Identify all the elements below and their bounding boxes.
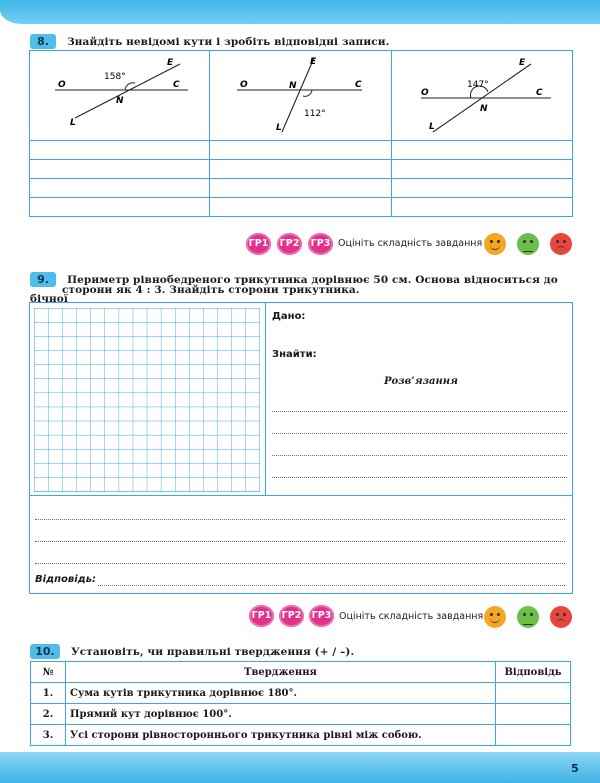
label-l: L <box>276 123 282 133</box>
rating-label: Оцініть складність завдання <box>338 238 483 249</box>
group-2-badge[interactable]: ГР2 <box>277 233 302 255</box>
label-o: O <box>421 88 429 98</box>
page-number: 5 <box>571 762 579 775</box>
easy-face-icon[interactable] <box>484 233 506 255</box>
answer-cell[interactable] <box>210 160 391 179</box>
answer-cell[interactable] <box>30 160 210 179</box>
task-number: 10. <box>30 644 60 659</box>
table-header-row <box>31 662 571 683</box>
angle-value: 147° <box>467 80 489 90</box>
label-c: C <box>173 80 180 90</box>
label-l: L <box>70 118 76 128</box>
row-statement: Сума кутів трикутника дорівнює 180°. <box>66 683 496 704</box>
answer-cell[interactable] <box>391 160 572 179</box>
task-text-line-2: сторони як 4 : 3. Знайдіть сторони трикутника. <box>62 284 360 296</box>
task-8-header <box>30 30 560 49</box>
angle-value: 158° <box>104 72 126 82</box>
answer-cell[interactable] <box>391 198 572 217</box>
task-10-header <box>30 640 575 659</box>
task-number: 8. <box>30 34 56 49</box>
label-n: N <box>480 104 488 114</box>
table-row <box>31 683 571 704</box>
angle-figure-3 <box>403 52 563 138</box>
label-o: O <box>58 80 66 90</box>
answer-cell[interactable] <box>210 179 391 198</box>
table-row <box>31 725 571 746</box>
label-n: N <box>116 96 124 106</box>
label-e: E <box>519 58 526 68</box>
hard-face-icon[interactable] <box>550 606 572 628</box>
answer-line[interactable] <box>98 585 565 586</box>
writing-line[interactable] <box>272 477 567 478</box>
find-label: Знайти: <box>272 349 317 360</box>
answer-cell[interactable] <box>391 179 572 198</box>
row-statement: Усі сторони рівностороннього трикутника рівні між собою. <box>66 725 496 746</box>
header-answer: Відповідь <box>496 662 571 683</box>
answer-label: Відповідь: <box>35 574 97 585</box>
row-num: 2. <box>31 704 66 725</box>
writing-line[interactable] <box>272 433 567 434</box>
label-c: C <box>355 80 362 90</box>
task-text: Знайдіть невідомі кути і зробіть відповідні записи. <box>67 36 390 48</box>
answer-cell[interactable] <box>30 179 210 198</box>
row-statement: Прямий кут дорівнює 100°. <box>66 704 496 725</box>
label-c: C <box>536 88 543 98</box>
angle-arc <box>125 83 135 90</box>
label-n: N <box>289 81 297 91</box>
row-num: 3. <box>31 725 66 746</box>
line-le <box>75 64 180 118</box>
header-num: № <box>31 662 66 683</box>
task-text: Установіть, чи правильні твердження (+ / –). <box>71 646 355 658</box>
statements-table <box>30 661 571 746</box>
divider <box>29 495 572 496</box>
group-3-badge[interactable]: ГР3 <box>309 605 334 627</box>
rating-label: Оцініть складність завдання <box>339 611 484 622</box>
solution-label: Розв’язання <box>384 376 458 387</box>
divider <box>265 302 266 496</box>
row-num: 1. <box>31 683 66 704</box>
angle-value: 112° <box>304 109 326 119</box>
easy-face-icon[interactable] <box>484 606 506 628</box>
row-answer-cell[interactable] <box>496 683 571 704</box>
row-answer-cell[interactable] <box>496 704 571 725</box>
group-1-badge[interactable]: ГР1 <box>249 605 274 627</box>
table-row <box>31 704 571 725</box>
task-text-line-1: Периметр рівнобедреного трикутника дорівнює 50 см. Основа відноситься до бічної <box>30 274 558 305</box>
writing-line[interactable] <box>35 541 565 542</box>
answer-cell[interactable] <box>391 141 572 160</box>
angle-arc <box>303 90 312 96</box>
writing-line[interactable] <box>35 563 565 564</box>
angle-figure-1 <box>40 52 200 138</box>
group-2-badge[interactable]: ГР2 <box>279 605 304 627</box>
bottom-banner <box>0 752 600 783</box>
writing-line[interactable] <box>272 411 567 412</box>
label-e: E <box>167 58 174 68</box>
answer-cell[interactable] <box>30 141 210 160</box>
writing-line[interactable] <box>35 519 565 520</box>
label-e: E <box>310 57 317 67</box>
angle-figure-2 <box>222 52 382 138</box>
neutral-face-icon[interactable] <box>517 233 539 255</box>
header-statement: Твердження <box>66 662 496 683</box>
task-number: 9. <box>30 272 56 287</box>
top-banner <box>0 0 600 24</box>
answer-cell[interactable] <box>210 141 391 160</box>
answer-cell[interactable] <box>210 198 391 217</box>
neutral-face-icon[interactable] <box>517 606 539 628</box>
row-answer-cell[interactable] <box>496 725 571 746</box>
label-l: L <box>429 122 435 132</box>
graph-paper-grid[interactable] <box>34 308 260 492</box>
hard-face-icon[interactable] <box>550 233 572 255</box>
group-3-badge[interactable]: ГР3 <box>308 233 333 255</box>
writing-line[interactable] <box>272 455 567 456</box>
label-o: O <box>240 80 248 90</box>
answer-cell[interactable] <box>30 198 210 217</box>
group-1-badge[interactable]: ГР1 <box>246 233 271 255</box>
given-label: Дано: <box>272 311 306 322</box>
